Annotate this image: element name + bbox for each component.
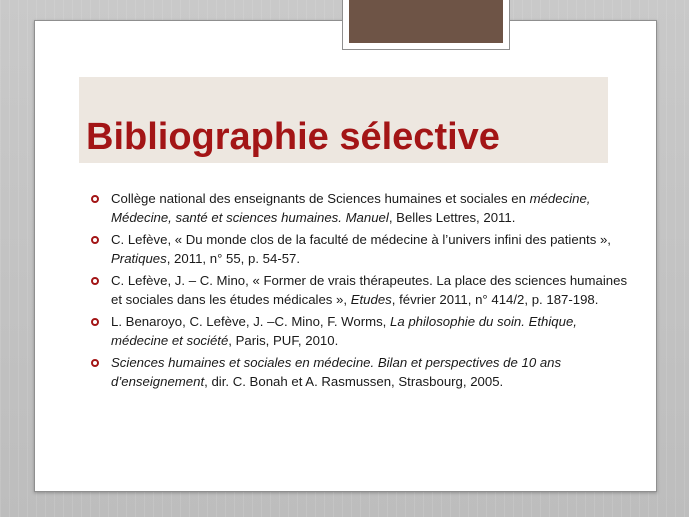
entry-title: Etudes — [350, 292, 392, 307]
entry-text: Collège national des enseignants de Sciences humaines et sociales en — [111, 191, 530, 206]
slide-title: Bibliographie sélective — [86, 116, 500, 158]
bibliography-entry-3 — [91, 271, 631, 309]
bibliography-entry-4 — [91, 312, 631, 350]
entry-text: , dir. C. Bonah et A. Rasmussen, Strasbourg, 2005. — [204, 374, 504, 389]
entry-title: Pratiques — [111, 251, 167, 266]
entry-text: , Paris, PUF, 2010. — [228, 333, 339, 348]
bibliography-entry-1 — [91, 189, 631, 227]
entry-title: Bilan et perspectives de 10 ans d’enseignement — [111, 355, 562, 389]
top-decorative-tab — [342, 0, 510, 50]
entry-text: , 2011, n° 55, p. 54-57. — [166, 251, 301, 266]
top-tab-fill — [349, 0, 503, 43]
circle-bullet-icon — [91, 277, 99, 285]
circle-bullet-icon — [91, 195, 99, 203]
entry-title: Sciences humaines et sociales en médecine. — [111, 355, 378, 370]
entry-text: , février 2011, n° 414/2, p. 187-198. — [391, 292, 599, 307]
bibliography-entry-5 — [91, 353, 631, 391]
circle-bullet-icon — [91, 359, 99, 367]
bibliography-entry-2 — [91, 230, 631, 268]
circle-bullet-icon — [91, 318, 99, 326]
entry-text: , Belles Lettres, 2011. — [388, 210, 516, 225]
entry-text: L. Benaroyo, C. Lefève, J. –C. Mino, F. Worms, — [111, 314, 390, 329]
entry-text: C. Lefève, « Du monde clos de la faculté de médecine à l’univers infini des patients », — [111, 232, 611, 247]
bibliography-list — [91, 189, 631, 394]
entry-title: médecine, Médecine, santé et sciences humaines. Manuel — [111, 191, 591, 225]
entry-text: C. Lefève, J. – C. Mino, « Former de vrais thérapeutes. La place des sciences humaines et sociales dans les études médicales », — [111, 273, 628, 307]
entry-title: La philosophie du soin. Ethique, médecine et société — [111, 314, 577, 348]
circle-bullet-icon — [91, 236, 99, 244]
